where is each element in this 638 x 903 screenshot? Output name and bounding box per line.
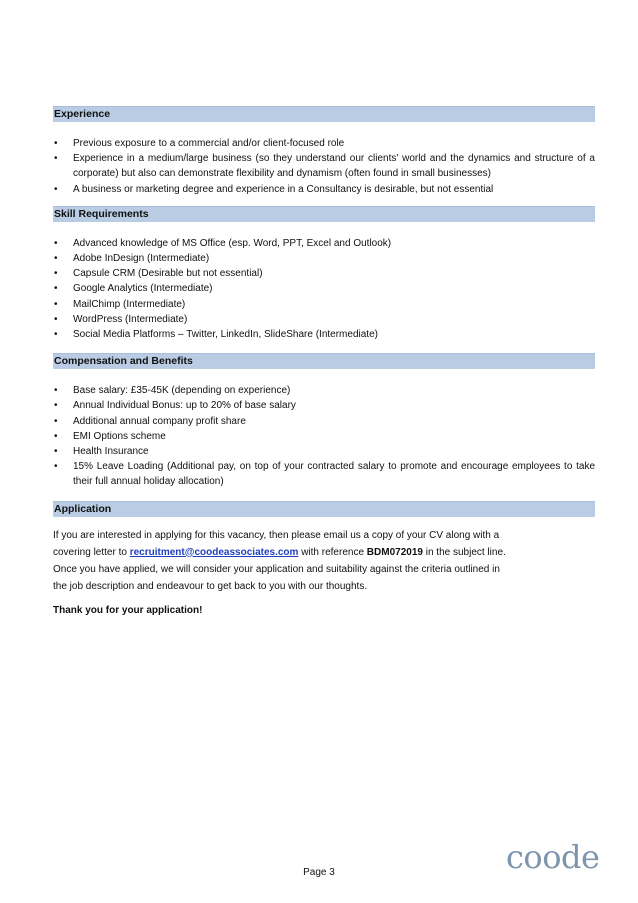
list-item: • WordPress (Intermediate) — [53, 312, 595, 327]
compensation-list — [53, 383, 595, 489]
application-line-2 — [53, 544, 595, 561]
list-item: • Advanced knowledge of MS Office (esp. Word, PPT, Excel and Outlook) — [53, 236, 595, 251]
page-number: Page 3 — [303, 867, 335, 878]
list-item: • EMI Options scheme — [53, 429, 595, 444]
list-item: • Adobe InDesign (Intermediate) — [53, 251, 595, 266]
list-item: • Health Insurance — [53, 444, 595, 459]
list-item: • Additional annual company profit share — [53, 414, 595, 429]
list-item: • Previous exposure to a commercial and/or client-focused role — [53, 136, 595, 151]
thank-you-note: Thank you for your application! — [53, 604, 203, 616]
list-item: • MailChimp (Intermediate) — [53, 297, 595, 312]
list-item: • 15% Leave Loading (Additional pay, on top of your contracted salary to promote and encourage employees to take their full annual holiday allocation) — [53, 459, 595, 489]
list-item: • Experience in a medium/large business (so they understand our clients' world and the dynamics and structure of a corporate) but also can demonstrate flexibility and dynamism (often found in small businesses) — [53, 151, 595, 181]
experience-list — [53, 136, 595, 197]
application-line-4: the job description and endeavour to get back to you with our thoughts. — [53, 580, 368, 592]
application-line-2-pre: covering letter to — [53, 546, 130, 558]
page-content — [53, 106, 595, 616]
list-item: • A business or marketing degree and experience in a Consultancy is desirable, but not essential — [53, 182, 595, 197]
application-paragraph — [53, 527, 595, 595]
application-line-3: Once you have applied, we will consider your application and suitability against the criteria outlined in — [53, 563, 500, 575]
list-item: • Base salary: £35-45K (depending on experience) — [53, 383, 595, 398]
coode-logo: coode — [506, 838, 600, 876]
application-line-1: If you are interested in applying for this vacancy, then please email us a copy of your CV along with a — [53, 529, 500, 541]
application-line-2-post: in the subject line. — [422, 546, 506, 558]
experience-header: Experience — [53, 106, 595, 122]
list-item: • Capsule CRM (Desirable but not essential) — [53, 266, 595, 281]
application-header: Application — [53, 501, 595, 517]
list-item: • Google Analytics (Intermediate) — [53, 281, 595, 296]
reference-code: BDM072019 — [366, 546, 423, 558]
list-item: • Annual Individual Bonus: up to 20% of base salary — [53, 398, 595, 413]
skills-list — [53, 236, 595, 342]
list-item: • Social Media Platforms – Twitter, LinkedIn, SlideShare (Intermediate) — [53, 327, 595, 342]
skill-requirements-header: Skill Requirements — [53, 206, 595, 222]
email-link[interactable]: recruitment@coodeassociates.com — [129, 546, 299, 558]
application-line-2-mid: with reference — [298, 546, 367, 558]
compensation-header: Compensation and Benefits — [53, 353, 595, 369]
